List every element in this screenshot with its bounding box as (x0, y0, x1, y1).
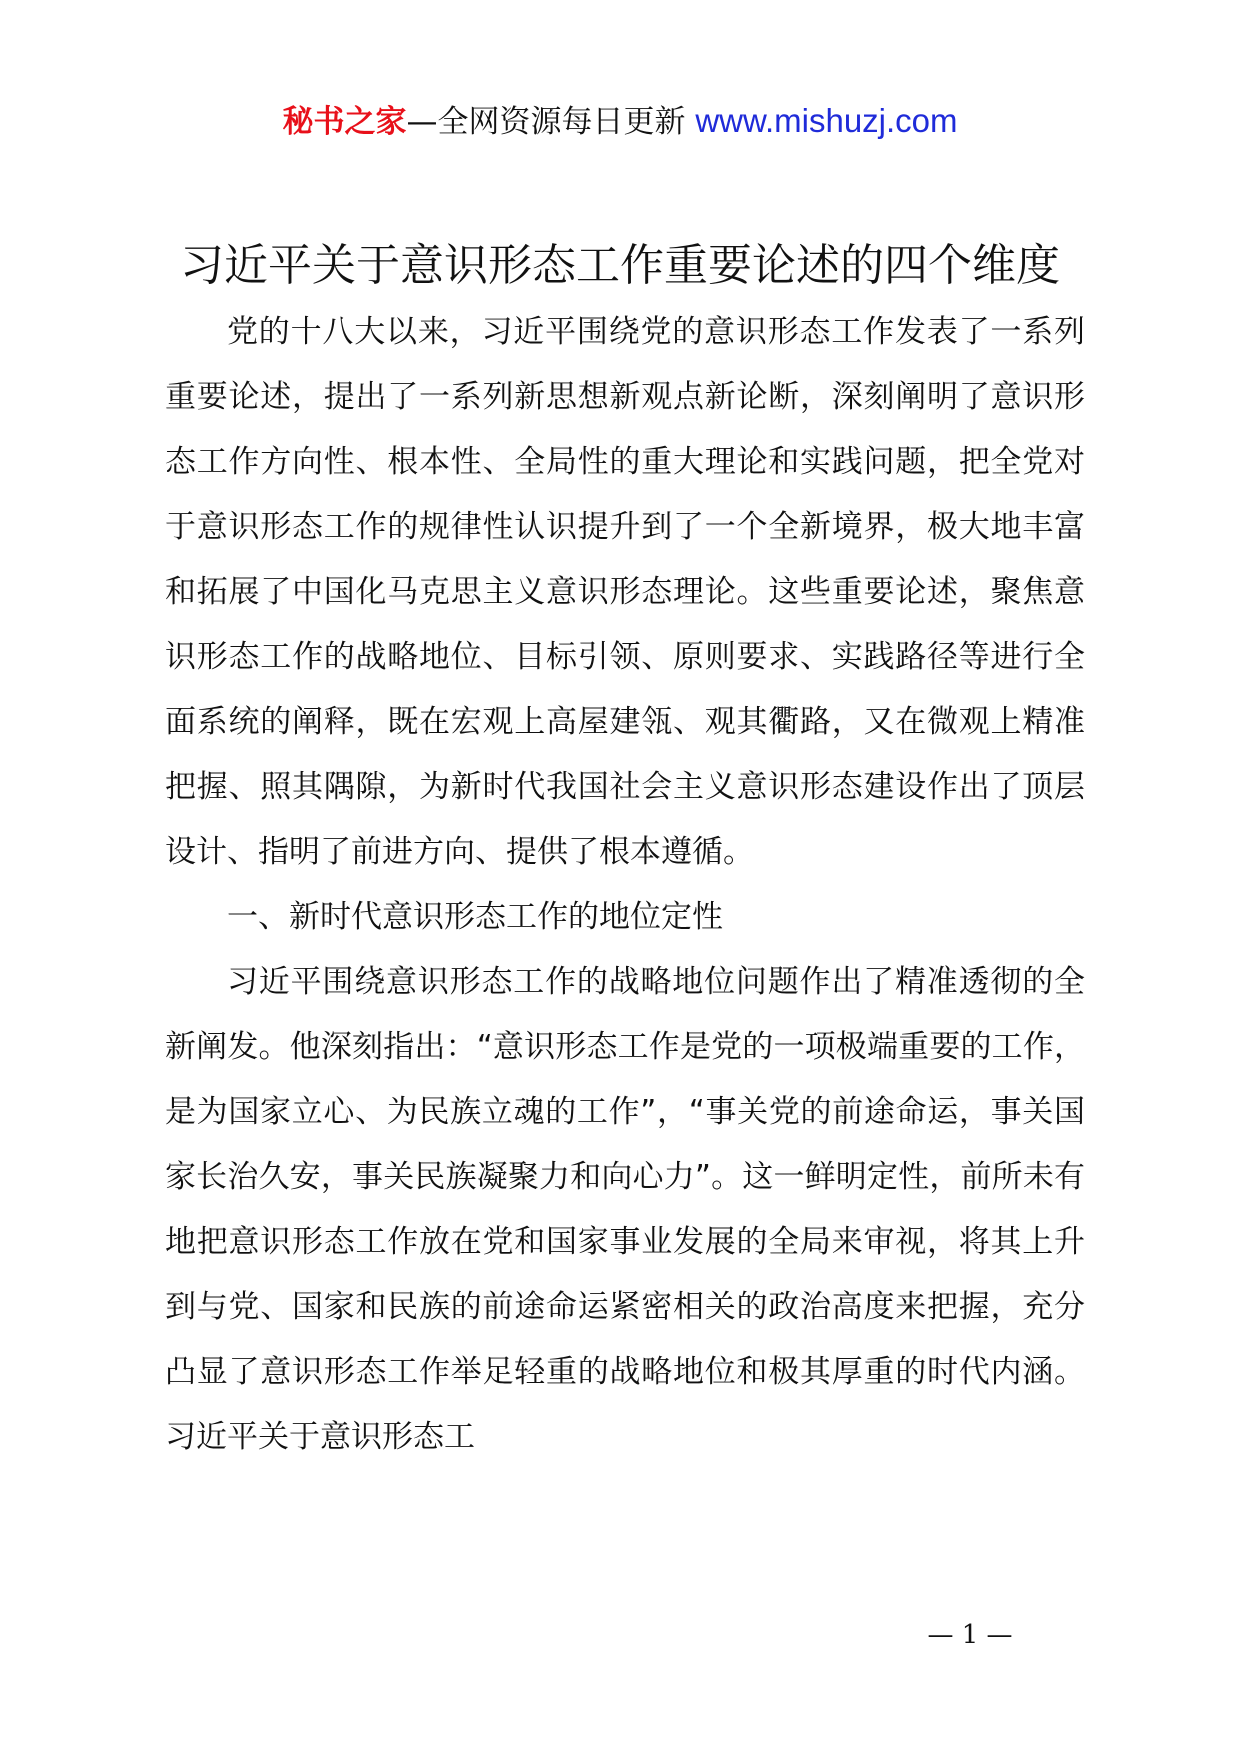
section-paragraph: 习近平围绕意识形态工作的战略地位问题作出了精准透彻的全新阐发。他深刻指出：“意识形态工作是党的一项极端重要的工作，是为国家立心、为民族立魂的工作”，“事关党的前途命运，事关国家长治久安，事关民族凝聚力和向心力”。这一鲜明定性，前所未有地把意识形态工作放在党和国家事业发展的全局来审视，将其上升到与党、国家和民族的前途命运紧密相关的政治高度来把握，充分凸显了意识形态工作举足轻重的战略地位和极其厚重的时代内涵。习近平关于意识形态工 (165, 964, 1085, 1455)
document-title: 习近平关于意识形态工作重要论述的四个维度 (180, 240, 1060, 291)
document-body (165, 300, 1085, 1470)
site-banner (0, 100, 1240, 143)
banner-brand: 秘书之家 (282, 104, 407, 140)
banner-url-link[interactable]: www.mishuzj.com (695, 102, 958, 139)
page-number: — 1 — (927, 1620, 1013, 1650)
section-heading: 一、新时代意识形态工作的地位定性 (227, 899, 723, 935)
banner-tagline: —全网资源每日更新 (406, 104, 686, 140)
intro-paragraph: 党的十八大以来，习近平围绕党的意识形态工作发表了一系列重要论述，提出了一系列新思想新观点新论断，深刻阐明了意识形态工作方向性、根本性、全局性的重大理论和实践问题，把全党对于意识形态工作的规律性认识提升到了一个全新境界，极大地丰富和拓展了中国化马克思主义意识形态理论。这些重要论述，聚焦意识形态工作的战略地位、目标引领、原则要求、实践路径等进行全面系统的阐释，既在宏观上高屋建瓴、观其衢路，又在微观上精准把握、照其隅隙，为新时代我国社会主义意识形态建设作出了顶层设计、指明了前进方向、提供了根本遵循。 (165, 314, 1085, 870)
